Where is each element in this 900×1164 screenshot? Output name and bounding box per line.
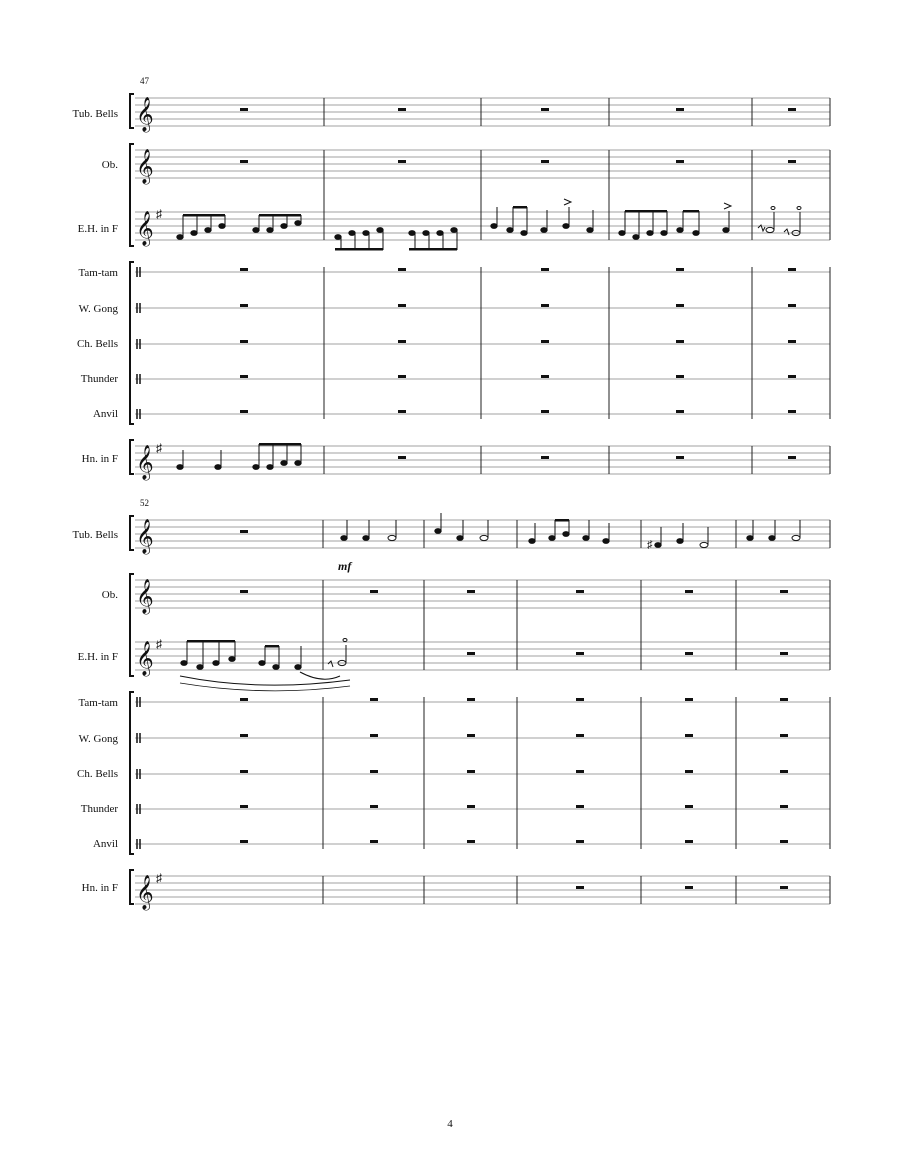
instrument-label: Anvil — [92, 838, 118, 850]
english-horn-notes — [180, 639, 350, 691]
instrument-label: Tub. Bells — [72, 529, 118, 541]
instrument-label: Thunder — [80, 373, 118, 385]
percussion-lines — [135, 697, 830, 849]
staff-oboe — [135, 579, 830, 615]
page-number: 4 — [447, 1118, 453, 1130]
instrument-label: Thunder — [80, 803, 118, 815]
treble-clef-icon: 𝄞 — [136, 876, 154, 909]
staff-bracket — [130, 870, 134, 904]
staff-bracket — [130, 516, 134, 550]
instrument-label: Tub. Bells — [72, 108, 118, 120]
system-2 — [73, 498, 830, 911]
barlines — [324, 98, 830, 474]
staff-english-horn — [135, 207, 830, 247]
percussion-lines — [135, 267, 830, 419]
sharp-icon: ♯ — [156, 637, 162, 651]
sharp-icon: ♯ — [156, 871, 162, 885]
staff-horn — [135, 441, 830, 481]
instrument-label: Ob. — [101, 589, 118, 601]
instrument-label: Ch. Bells — [77, 768, 118, 780]
sharp-icon: ♯ — [156, 207, 162, 221]
staff-tubular-bells — [135, 97, 830, 133]
treble-clef-icon: 𝄞 — [136, 212, 154, 245]
whole-rests — [240, 530, 788, 889]
instrument-label: Tam-tam — [78, 697, 118, 709]
staff-bracket — [130, 440, 134, 474]
instrument-label: E.H. in F — [77, 651, 118, 663]
staff-english-horn — [135, 637, 830, 677]
measure-number: 52 — [140, 498, 149, 508]
treble-clef-icon: 𝄞 — [136, 642, 154, 675]
instrument-label: Tam-tam — [78, 267, 118, 279]
staff-bracket — [130, 94, 134, 128]
horn-notes — [177, 443, 301, 469]
staff-tubular-bells — [135, 519, 830, 555]
svg-text:♯: ♯ — [647, 539, 653, 551]
staff-bracket — [130, 144, 134, 246]
instrument-label: E.H. in F — [77, 223, 118, 235]
staff-bracket — [130, 692, 134, 854]
instrument-label: W. Gong — [78, 303, 118, 315]
barlines — [323, 520, 830, 904]
instrument-label: Ch. Bells — [77, 338, 118, 350]
tubular-bells-notes — [341, 513, 800, 551]
sharp-icon: ♯ — [156, 441, 162, 455]
treble-clef-icon: 𝄞 — [136, 446, 154, 479]
measure-number: 47 — [140, 76, 149, 86]
whole-rests — [240, 108, 796, 459]
staff-bracket — [130, 262, 134, 424]
staff-oboe — [135, 149, 830, 185]
instrument-label: Anvil — [92, 408, 118, 420]
system-1 — [73, 76, 830, 481]
staff-bracket — [130, 574, 134, 676]
instrument-label: W. Gong — [78, 733, 118, 745]
dynamic-marking: mf — [338, 559, 352, 573]
staff-horn — [135, 871, 830, 911]
treble-clef-icon: 𝄞 — [136, 580, 154, 613]
instrument-label: Hn. in F — [81, 882, 118, 894]
treble-clef-icon: 𝄞 — [136, 150, 154, 183]
treble-clef-icon: 𝄞 — [136, 98, 154, 131]
instrument-label: Hn. in F — [81, 453, 118, 465]
treble-clef-icon: 𝄞 — [136, 520, 154, 553]
english-horn-notes — [177, 199, 801, 251]
instrument-label: Ob. — [101, 159, 118, 171]
